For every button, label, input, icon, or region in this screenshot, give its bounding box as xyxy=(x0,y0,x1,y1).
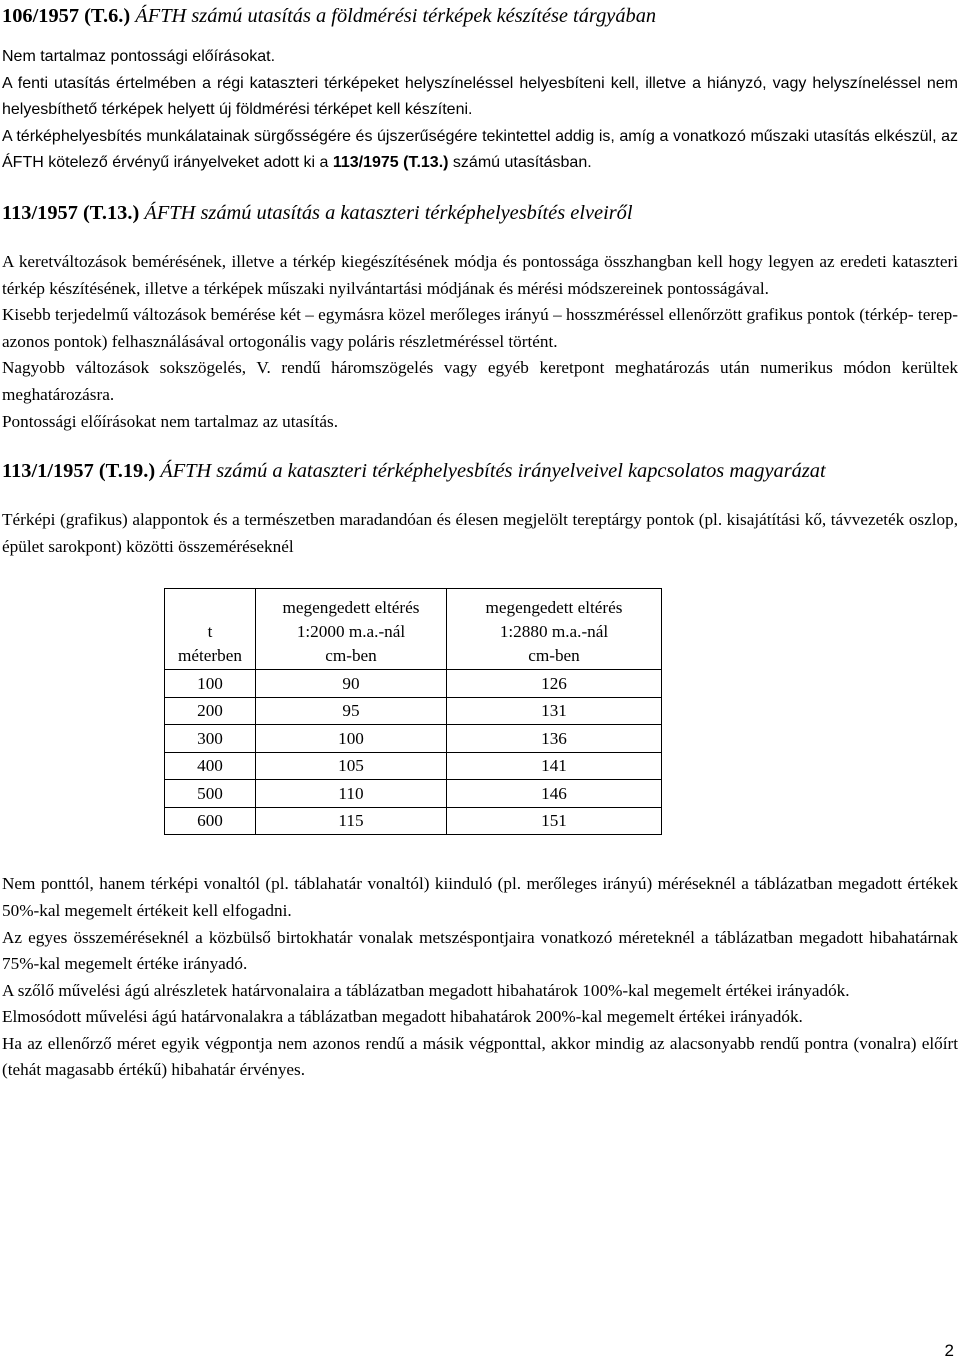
paragraph: Pontossági előírásokat nem tartalmaz az utasítás. xyxy=(2,411,339,431)
paragraph: Nem ponttól, hanem térképi vonaltól (pl. táblahatár vonaltól) kiinduló (pl. merőleges irányú) méréseknél a táblázatban megadott értékek 50%-kal megemelt értékeit kell elfogadni. xyxy=(2,874,958,920)
heading-number: 113/1/1957 (T.19.) xyxy=(2,460,156,483)
paragraph: A szőlő művelési ágú alrészletek határvonalaira a táblázatban megadott hibahatárok 100%-kal megemelt értékei irányadók. xyxy=(2,980,850,1000)
document-page xyxy=(2,2,958,1084)
table-row xyxy=(165,752,662,780)
table-cell: 136 xyxy=(447,725,662,753)
section-heading-113-1-1957 xyxy=(2,457,958,485)
table-cell: 200 xyxy=(165,697,256,725)
table-row xyxy=(165,670,662,698)
paragraph: Kisebb terjedelmű változások bemérése két – egymásra közel merőleges irányú – hosszméréssel ellenőrzött grafikus pontok (térkép- terep-azonos pontok) felhasználásával ortogonális vagy poláris részletméréssel történt. xyxy=(2,305,958,351)
table-cell: 105 xyxy=(256,752,447,780)
table-cell: 146 xyxy=(447,780,662,808)
paragraph: Nem tartalmaz pontossági előírásokat. xyxy=(2,48,276,65)
table-row xyxy=(165,697,662,725)
table-cell: 110 xyxy=(256,780,447,808)
section-heading-106-1957 xyxy=(2,2,958,30)
paragraph: Ha az ellenőrző méret egyik végpontja nem azonos rendű a másik végponttal, akkor mindig az alacsonyabb rendű pontra (vonalra) előírt (tehát magasabb értékű) hibahatár érvényes. xyxy=(2,1033,958,1080)
table-cell: 300 xyxy=(165,725,256,753)
table-cell: 600 xyxy=(165,807,256,835)
table-cell: 400 xyxy=(165,752,256,780)
table-cell: 95 xyxy=(256,697,447,725)
paragraph: A térképhelyesbítés munkálatainak sürgősségére és újszerűségére tekintettel addig is, amíg a vonatkozó műszaki utasítás elkészül, az ÁFTH kötelező érvényű irányelveket adott ki a 113/1975 (T.13.) számú utasításban. xyxy=(2,127,958,172)
table-header-row xyxy=(165,589,662,670)
table-cell: 151 xyxy=(447,807,662,835)
heading-title: ÁFTH számú utasítás a földmérési térképek készítése tárgyában xyxy=(135,5,657,27)
paragraph: A keretváltozások bemérésének, illetve a térkép kiegészítésének módja és pontossága összhangban kell hogy legyen az eredeti kataszteri térkép készítésének, illetve a térképek műszaki nyilvántartási módjának és mérési módszereinek pontosságával. xyxy=(2,251,958,298)
table-cell: 100 xyxy=(256,725,447,753)
paragraph: Nagyobb változások sokszögelés, V. rendű háromszögelés vagy egyéb keretpont meghatározás után numerikus módon kerültek meghatározásra. xyxy=(2,358,958,404)
heading-title: ÁFTH számú utasítás a kataszteri térképhelyesbítés elveiről xyxy=(144,201,633,224)
heading-number: 113/1957 (T.13.) xyxy=(2,201,140,224)
heading-number: 106/1957 (T.6.) xyxy=(2,5,131,27)
table-cell: 500 xyxy=(165,780,256,808)
section-heading-113-1957 xyxy=(2,199,958,227)
table-cell: 141 xyxy=(447,752,662,780)
table-cell: 115 xyxy=(256,807,447,835)
table-header-cell: megengedett eltérés 1:2880 m.a.-nál cm-ben xyxy=(447,589,662,670)
page-number: 2 xyxy=(944,1341,954,1360)
table-row xyxy=(165,780,662,808)
table-row xyxy=(165,807,662,835)
table-header-cell: megengedett eltérés 1:2000 m.a.-nál cm-ben xyxy=(256,589,447,670)
table-cell: 126 xyxy=(447,670,662,698)
table-cell: 131 xyxy=(447,697,662,725)
table-header-cell: t méterben xyxy=(165,589,256,670)
paragraph: A fenti utasítás értelmében a régi kataszteri térképeket helyszíneléssel helyesbíteni kell, illetve a hiányzó, vagy helyszíneléssel nem helyesbíthető térképek helyett új földmérési térképet kell készíteni. xyxy=(2,74,958,119)
paragraph: Az egyes összeméréseknél a közbülső birtokhatár vonalak metszéspontjaira vonatkozó méreteknél a táblázatban megadott hibahatárnak 75%-kal megemelt értéke irányadó. xyxy=(2,927,958,974)
tolerance-table xyxy=(164,588,662,835)
paragraph: Térképi (grafikus) alappontok és a természetben maradandóan és élesen megjelölt tereptárgy pontok (pl. kisajátítási kő, távvezeték oszlop, épület sarokpont) közötti összeméréseknél xyxy=(2,510,958,556)
paragraph: Elmosódott művelési ágú határvonalakra a táblázatban megadott hibahatárok 200%-kal megemelt értékei irányadók. xyxy=(2,1007,803,1027)
table-cell: 100 xyxy=(165,670,256,698)
heading-title: ÁFTH számú a kataszteri térképhelyesbítés irányelveivel kapcsolatos magyarázat xyxy=(160,460,826,483)
table-row xyxy=(165,725,662,753)
inline-reference: 113/1975 (T.13.) xyxy=(332,154,449,172)
table-cell: 90 xyxy=(256,670,447,698)
